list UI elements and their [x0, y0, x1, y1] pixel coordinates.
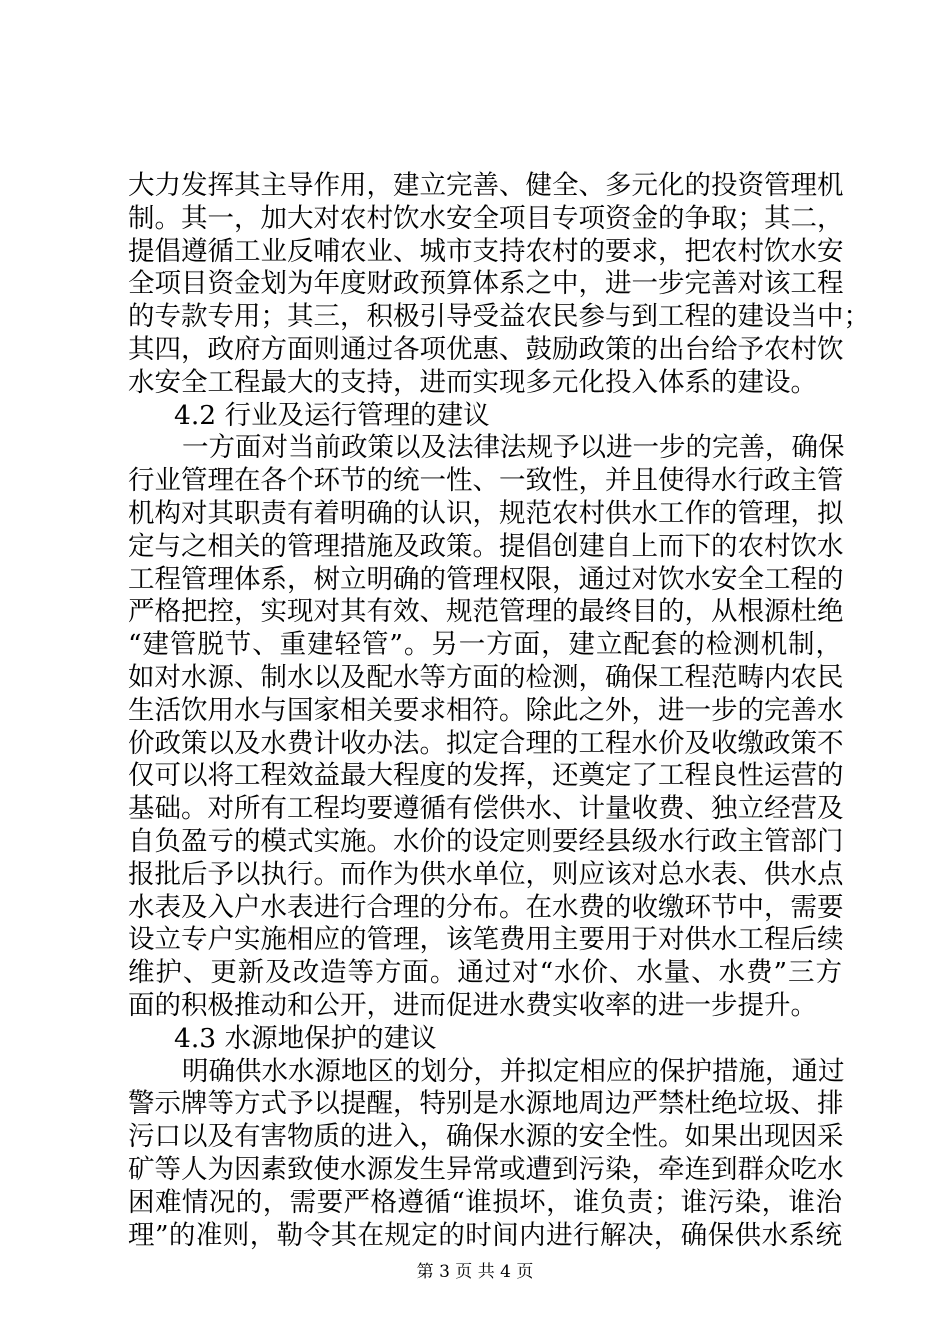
text-line: 其四，政府方面则通过各项优惠、鼓励政策的出台给予农村饮 [128, 333, 844, 365]
text-line: 价政策以及水费计收办法。拟定合理的工程水价及收缴政策不 [128, 727, 844, 759]
text-line: 如对水源、制水以及配水等方面的检测，确保工程范畴内农民 [128, 661, 844, 693]
text-line: 定与之相关的管理措施及政策。提倡创建自上而下的农村饮水 [128, 530, 844, 562]
text-line: 全项目资金划为年度财政预算体系之中，进一步完善对该工程 [128, 268, 844, 300]
section-heading: 4.2 行业及运行管理的建议 [174, 399, 490, 431]
text-line: 维护、更新及改造等方面。通过对“水价、水量、水费”三方 [128, 957, 842, 989]
text-line: 一方面对当前政策以及法律法规予以进一步的完善，确保 [182, 432, 845, 464]
text-line: 设立专户实施相应的管理，该笔费用主要用于对供水工程后续 [128, 924, 844, 956]
text-line: 自负盈亏的模式实施。水价的设定则要经县级水行政主管部门 [128, 825, 844, 857]
text-line: 报批后予以执行。而作为供水单位，则应该对总水表、供水点 [128, 858, 844, 890]
text-line: 制。其一，加大对农村饮水安全项目专项资金的争取；其二， [128, 202, 844, 234]
text-line: 面的积极推动和公开，进而促进水费实收率的进一步提升。 [128, 989, 817, 1021]
page-footer: 第 3 页 共 4 页 [416, 1262, 534, 1282]
text-line: 严格把控，实现对其有效、规范管理的最终目的，从根源杜绝 [128, 596, 844, 628]
text-line: 理”的准则，勒令其在规定的时间内进行解决，确保供水系统 [128, 1219, 842, 1251]
text-line: 明确供水水源地区的划分，并拟定相应的保护措施，通过 [182, 1055, 845, 1087]
text-line: 行业管理在各个环节的统一性、一致性，并且使得水行政主管 [128, 465, 844, 497]
text-line: 水表及入户水表进行合理的分布。在水费的收缴环节中，需要 [128, 891, 844, 923]
text-line: 大力发挥其主导作用，建立完善、健全、多元化的投资管理机 [128, 170, 844, 201]
text-line: 仅可以将工程效益最大程度的发挥，还奠定了工程良性运营的 [128, 760, 844, 792]
section-heading: 4.3 水源地保护的建议 [174, 1022, 437, 1054]
text-line: 生活饮用水与国家相关要求相符。除此之外，进一步的完善水 [128, 694, 844, 726]
text-line: 困难情况的，需要严格遵循“谁损坏，谁负责；谁污染，谁治 [128, 1186, 842, 1218]
document-body [128, 170, 870, 1252]
text-line: 的专款专用；其三，积极引导受益农民参与到工程的建设当中； [128, 301, 870, 333]
text-line: 污口以及有害物质的进入，确保水源的安全性。如果出现因采 [128, 1121, 844, 1153]
text-line: 机构对其职责有着明确的认识，规范农村供水工作的管理，拟 [128, 497, 844, 529]
text-line: 工程管理体系，树立明确的管理权限，通过对饮水安全工程的 [128, 563, 844, 595]
text-line: 水安全工程最大的支持，进而实现多元化投入体系的建设。 [128, 366, 817, 398]
text-line: 矿等人为因素致使水源发生异常或遭到污染，牵连到群众吃水 [128, 1153, 844, 1185]
text-line: 提倡遵循工业反哺农业、城市支持农村的要求，把农村饮水安 [128, 235, 844, 267]
text-line: 警示牌等方式予以提醒，特别是水源地周边严禁杜绝垃圾、排 [128, 1088, 844, 1120]
text-line: “建管脱节、重建轻管”。另一方面，建立配套的检测机制， [128, 629, 842, 661]
text-line: 基础。对所有工程均要遵循有偿供水、计量收费、独立经营及 [128, 793, 844, 825]
